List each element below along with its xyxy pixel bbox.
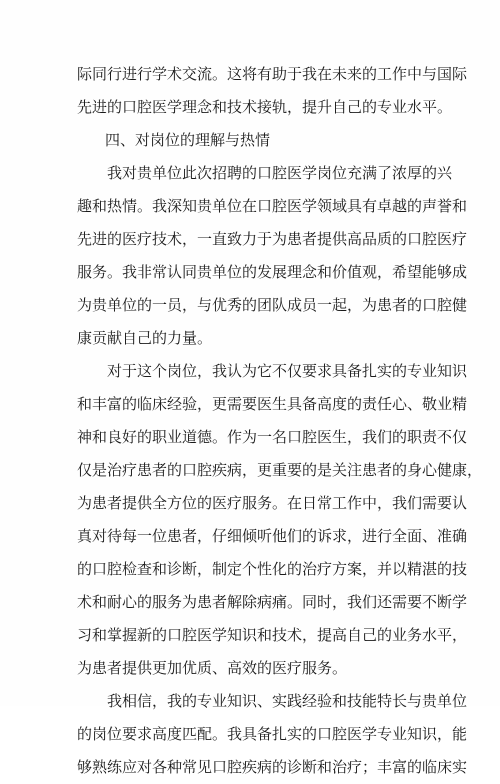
text-line: 为患者提供全方位的医疗服务。在日常工作中，我们需要认 bbox=[77, 494, 468, 512]
text-line: 仅是治疗患者的口腔疾病，更重要的是关注患者的身心健康， bbox=[77, 461, 483, 479]
text-line: 为患者提供更加优质、高效的医疗服务。 bbox=[77, 659, 348, 677]
text-line: 服务。我非常认同贵单位的发展理念和价值观，希望能够成 bbox=[77, 263, 468, 281]
text-line: 我对贵单位此次招聘的口腔医学岗位充满了浓厚的兴 bbox=[107, 164, 453, 182]
text-line: 先进的口腔医学理念和技术接轨，提升自己的专业水平。 bbox=[77, 98, 453, 116]
document-body bbox=[77, 58, 483, 784]
text-line: 我相信，我的专业知识、实践经验和技能特长与贵单位 bbox=[107, 692, 468, 710]
text-line: 的口腔检查和诊断，制定个性化的治疗方案，并以精湛的技 bbox=[77, 560, 468, 578]
text-line: 对于这个岗位，我认为它不仅要求具备扎实的专业知识 bbox=[107, 362, 468, 380]
text-line: 和丰富的临床经验，更需要医生具备高度的责任心、敬业精 bbox=[77, 395, 468, 413]
text-line: 神和良好的职业道德。作为一名口腔医生，我们的职责不仅 bbox=[77, 428, 468, 446]
text-line: 为贵单位的一员，与优秀的团队成员一起，为患者的口腔健 bbox=[77, 296, 468, 314]
text-line: 术和耐心的服务为患者解除病痛。同时，我们还需要不断学 bbox=[77, 593, 468, 611]
text-line: 的岗位要求高度匹配。我具备扎实的口腔医学专业知识，能 bbox=[77, 725, 468, 743]
text-line: 够熟练应对各种常见口腔疾病的诊断和治疗；丰富的临床实 bbox=[77, 758, 468, 776]
text-line: 趣和热情。我深知贵单位在口腔医学领域具有卓越的声誉和 bbox=[77, 197, 468, 215]
text-line: 康贡献自己的力量。 bbox=[77, 329, 213, 347]
text-line: 先进的医疗技术，一直致力于为患者提供高品质的口腔医疗 bbox=[77, 230, 468, 248]
section-heading: 四、对岗位的理解与热情 bbox=[105, 131, 271, 149]
text-line: 习和掌握新的口腔医学知识和技术，提高自己的业务水平， bbox=[77, 626, 468, 644]
text-line: 际同行进行学术交流。这将有助于我在未来的工作中与国际 bbox=[77, 65, 468, 83]
text-line: 真对待每一位患者，仔细倾听他们的诉求，进行全面、准确 bbox=[77, 527, 468, 545]
